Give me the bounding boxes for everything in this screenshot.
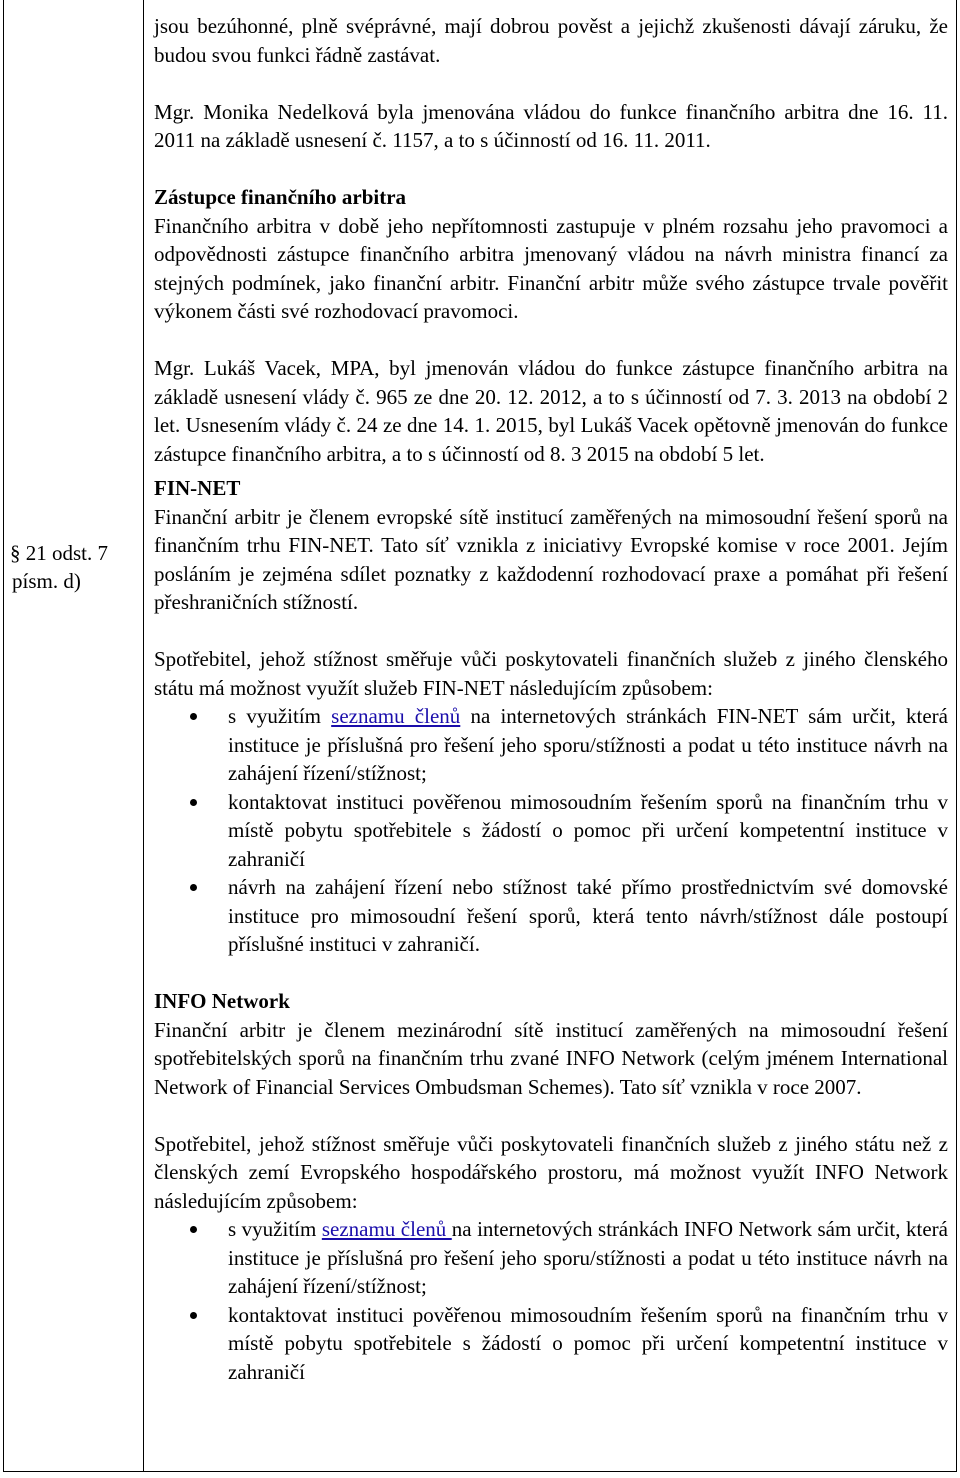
deputy-paragraph: Finančního arbitra v době jeho nepřítomnosti zastupuje v plném rozsahu jeho pravomoci a odpovědnosti zástupce finančního arbitra jmenovaný vládou na návrh ministra financí za stejných podmínek, jako finanční arbitr. Finanční arbitr může svého zástupce trvale pověřit výkonem části své rozhodovací pravomoci. xyxy=(154,213,948,323)
info-network-heading: INFO Network xyxy=(154,989,290,1013)
finnet-paragraph: Finanční arbitr je členem evropské sítě institucí zaměřených na mimosoudní řešení sporů na finančním trhu FIN-NET. Tato síť vznikla z iniciativy Evropské komise v roce 2001. Jejím posláním je zejména sdílet poznatky z každodenní rozhodovací praxe a pomáhat při řešení přeshraničních stížností. xyxy=(154,504,948,614)
column-divider xyxy=(143,0,144,1472)
list-item xyxy=(154,873,948,959)
legal-reference xyxy=(10,539,140,595)
info-network-bullet-list xyxy=(154,1215,948,1386)
list-item-text: s využitím xyxy=(228,1217,322,1241)
bullet-icon xyxy=(190,884,197,891)
list-item xyxy=(154,702,948,788)
bullet-icon xyxy=(190,1226,197,1233)
list-item-text: s využitím xyxy=(228,704,332,728)
list-item xyxy=(154,788,948,874)
deputy-appointment-paragraph: Mgr. Lukáš Vacek, MPA, byl jmenován vládou do funkce zástupce finančního arbitra na základě usnesení vlády č. 965 ze dne 20. 12. 2012, a to s účinností od 7. 3. 2013 na období 2 let. Usnesením vlády č. 24 ze dne 14. 1. 2015, byl Lukáš Vacek opětovně jmenován do funkce zástupce finančního arbitra, a to s účinností od 8. 3 2015 na období 5 let. xyxy=(154,356,948,466)
intro-paragraph: jsou bezúhonné, plně svéprávné, mají dobrou pověst a jejichž zkušenosti dávají záruku, že budou svou funkci řádně zastávat. xyxy=(154,14,948,67)
list-item-text: návrh na zahájení řízení nebo stížnost také přímo prostřednictvím své domovské instituce pro mimosoudní řešení sporů, která tento návrh/stížnost dále postoupí příslušné instituci v zahraničí. xyxy=(228,875,948,956)
deputy-heading: Zástupce finančního arbitra xyxy=(154,185,407,209)
bullet-icon xyxy=(190,799,197,806)
arbiter-appointment-paragraph: Mgr. Monika Nedelková byla jmenována vládou do funkce finančního arbitra dne 16. 11. 2011 na základě usnesení č. 1157, a to s účinností od 16. 11. 2011. xyxy=(154,99,948,152)
finnet-heading: FIN-NET xyxy=(154,476,241,500)
info-network-members-link[interactable]: seznamu členů xyxy=(321,1217,452,1241)
finnet-usage-paragraph: Spotřebitel, jehož stížnost směřuje vůči poskytovateli finančních služeb z jiného členského státu má možnost využít služeb FIN-NET následujícím způsobem: xyxy=(154,647,948,700)
info-network-usage-paragraph: Spotřebitel, jehož stížnost směřuje vůči poskytovateli finančních služeb z jiného státu než z členských zemí Evropského hospodářského prostoru, má možnost využít INFO Network následujícím způsobem: xyxy=(154,1131,948,1213)
legal-reference-line1: § 21 odst. 7 xyxy=(10,541,109,565)
finnet-bullet-list xyxy=(154,702,948,959)
list-item-text: kontaktovat instituci pověřenou mimosoudním řešením sporů na finančním trhu v místě pobytu spotřebitele s žádostí o pomoc při určení kompetentní instituce v zahraničí xyxy=(228,789,948,871)
finnet-members-link[interactable]: seznamu členů xyxy=(331,704,461,728)
document-content xyxy=(154,12,948,1386)
list-item-text: kontaktovat instituci pověřenou mimosoudním řešením sporů na finančním trhu v místě pobytu spotřebitele s žádostí o pomoc při určení kompetentní instituce v zahraničí xyxy=(228,1302,948,1384)
list-item-text: na internetových stránkách FIN-NET sám určit, která instituce je příslušná pro řešení jeho sporu/stížnosti a podat u této instituce návrh na zahájení řízení/stížnost; xyxy=(228,704,949,785)
list-item xyxy=(154,1301,948,1387)
list-item xyxy=(154,1215,948,1301)
bullet-icon xyxy=(190,713,197,720)
info-network-paragraph: Finanční arbitr je členem mezinárodní sítě institucí zaměřených na mimosoudní řešení spotřebitelských sporů na finančním trhu zvané INFO Network (celým jménem International Network of Financial Services Ombudsman Schemes). Tato síť vznikla v roce 2007. xyxy=(154,1017,948,1099)
bullet-icon xyxy=(190,1312,197,1319)
list-item-text: na internetových stránkách INFO Network sám určit, která instituce je příslušná pro řešení jeho sporu/stížnosti a podat u této instituce návrh na zahájení řízení/stížnost; xyxy=(228,1217,948,1298)
legal-reference-line2: písm. d) xyxy=(12,569,81,593)
